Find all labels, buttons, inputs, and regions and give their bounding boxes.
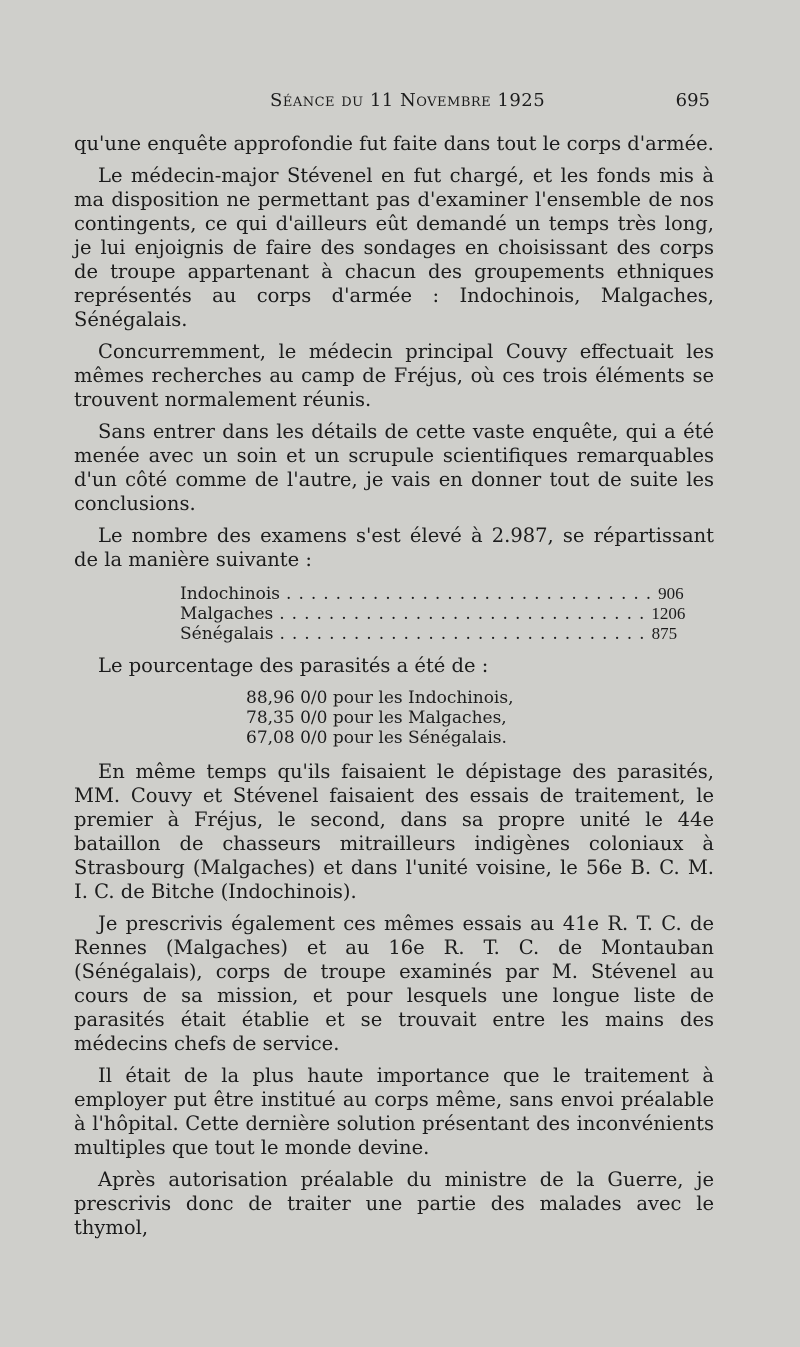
paragraph-8: Il était de la plus haute importance que le traitement à employer put être institué au corps même, sans envoi préalable à l'hôpital. Cette dernière solution présentant des inconvénients multiples que tout le monde devine.: [74, 1064, 714, 1159]
table-value: 875: [651, 624, 678, 643]
table-label: Indochinois: [180, 584, 281, 604]
table-row: [180, 624, 678, 644]
leader-dots: ..............................: [286, 584, 659, 604]
paragraph-6: En même temps qu'ils faisaient le dépistage des parasités, MM. Couvy et Stévenel faisaient des essais de traitement, le premier à Fréjus, le second, dans sa propre unité le 44e bataillon de chasseurs mitrailleurs indigènes coloniaux à Strasbourg (Malgaches) et dans l'unité voisine, le 56e B. C. M. I. C. de Bitche (Indochinois).: [74, 760, 714, 903]
table-value: 1206: [651, 604, 686, 623]
table-row: [180, 584, 684, 604]
table-label: Malgaches: [180, 604, 274, 624]
running-header: [0, 90, 800, 120]
paragraph-1: Le médecin-major Stévenel en fut chargé, et les fonds mis à ma disposition ne permettant pas d'examiner l'ensemble de nos contingents, ce qui d'ailleurs eût demandé un temps très long, je lui enjoignis de faire des sondages en choisissant des corps de troupe appartenant à chacun des groupements ethniques représentés au corps d'armée : Indochinois, Malgaches, Sénégalais.: [74, 164, 714, 331]
exam-table: [180, 584, 686, 644]
percentage-line: 78,35 0/0 pour les Malgaches,: [246, 708, 507, 728]
percentage-line: 88,96 0/0 pour les Indochinois,: [246, 688, 514, 708]
page-number: 695: [675, 90, 710, 111]
leader-dots: ..............................: [279, 624, 652, 644]
percentage-line: 67,08 0/0 pour les Sénégalais.: [246, 728, 507, 748]
paragraph-3: Sans entrer dans les détails de cette vaste enquête, qui a été menée avec un soin et un scrupule scientifiques remarquables d'un côté comme de l'autre, je vais en donner tout de suite les conclusions.: [74, 420, 714, 515]
body-text: [74, 132, 714, 1240]
running-title: Séance du 11 Novembre 1925: [270, 90, 546, 111]
table-row: [180, 604, 686, 624]
table-value: 906: [658, 584, 684, 603]
paragraph-5: Le pourcentage des parasités a été de :: [98, 654, 489, 677]
paragraph-9: Après autorisation préalable du ministre de la Guerre, je prescrivis donc de traiter une partie des malades avec le thymol,: [74, 1168, 714, 1239]
table-label: Sénégalais: [180, 624, 274, 644]
leader-dots: ..............................: [279, 604, 652, 624]
paragraph-7: Je prescrivis également ces mêmes essais au 41e R. T. C. de Rennes (Malgaches) et au 16e R. T. C. de Montauban (Sénégalais), corps de troupe examinés par M. Stévenel au cours de sa mission, et pour lesquels une longue liste de parasités était établie et se trouvait entre les mains des médecins chefs de service.: [74, 912, 714, 1055]
percentage-list: [246, 688, 714, 748]
paragraph-0: qu'une enquête approfondie fut faite dans tout le corps d'armée.: [74, 132, 714, 155]
paragraph-2: Concurremment, le médecin principal Couvy effectuait les mêmes recherches au camp de Fréjus, où ces trois éléments se trouvent normalement réunis.: [74, 340, 714, 411]
paragraph-4: Le nombre des examens s'est élevé à 2.987, se répartissant de la manière suivante :: [74, 524, 714, 571]
